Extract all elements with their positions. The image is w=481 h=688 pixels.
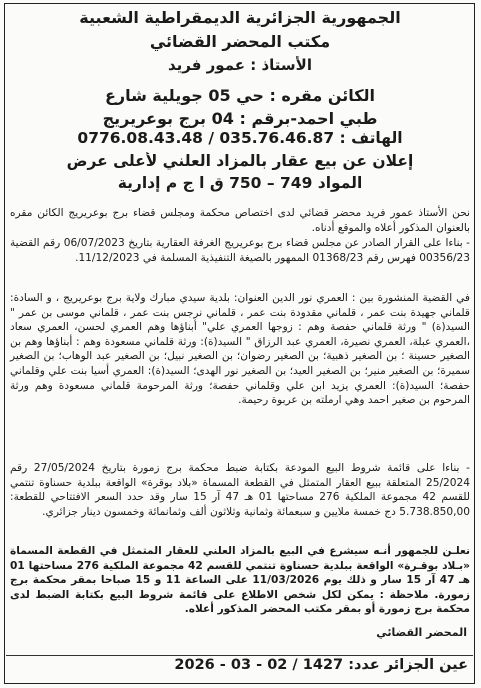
intro-paragraph: نحن الأستاذ عمور فريد محضر قضائي لدى اختصاص محكمة ومجلس قضاء برج بوعريريج الكائن مقره بالعنوان المذكور أعلاه والموقع أدناه. — [10, 207, 470, 234]
address-line-2: طبي احمد-برقم : 04 برج بوعريريج — [102, 109, 378, 128]
bailiff-name: الأستاذ : عمور فريد — [168, 56, 312, 74]
parties-paragraph: في القضية المنشورة بين : العمري نور الدين العنوان: بلدية سيدي مبارك ولاية برج بوعريريج ، و السادة: قلماني جهيدة بنت عمر ، قلماني مقدودة بنت عمر ، قلماني نرجس بنت عمر ، قلماني موسى بن عمر " السيد(ة) " ورثة قلماني حفصة وهم : زوجها العمري علي" أبناؤها وهم العمري لحسن، العمري سعاد ،العمري عبلة، العمري نصيرة، العمري عبد الرزاق " السيد(ة): ورثة قلماني مسعودة وهم : أبناؤها وهم بن الصغير حسينة ؛ بن الصغير ذهبية؛ بن الصغير رضوان؛ بن الصغير نبيل؛ بن الصغير عبد الوهاب؛ بن الصغير سميرة؛ بن الصغير منير؛ بن الصغير العيد؛ بن الصغير نور الهدى؛ السيد(ة): العمري أسيا بنت علي وقلماني حفصة؛ السيد(ة): العمري يزيد ابن علي وقلماني حفصة؛ ورثة المرحومة قلماني مسعودة وهم ورثة المرحوم بن صغير احمد وهي ارملته بن عربوة رحيمة. — [10, 292, 470, 407]
publication-footer: عين الجزائر عدد: 1427 / 02 - 03 - 2026 — [174, 657, 468, 673]
address-line-1: الكائن مقره : حي 05 جويلية شارع — [104, 86, 376, 105]
footer-divider — [6, 655, 473, 656]
phone-line: الهاتف : 035.76.46.87 / 0776.08.43.48 — [77, 129, 403, 147]
republic-heading: الجمهورية الجزائرية الديمقراطية الشعبية — [79, 8, 401, 27]
notice-title: إعلان عن بيع عقار بالمزاد العلني لأعلى عرض — [66, 152, 414, 170]
sale-conditions-paragraph: - بناءا على قائمة شروط البيع المودعة بكتابة ضبط محكمة برج زمورة بتاريخ 27/05/2024 رقم 25/2024 المتعلقة ببيع العقار المتمثل في القطعة المسماة «بلاد بوقرة» الواقعة ببلدية حسناوة تنتمي للقسم 42 مجموعة الملكية 276 مساحتها 01 هـ 47 آر 15 سار وقد حدد السعر الافتتاحي للقطعة: 5.738.850,00 دج خمسة ملايين و سبعمائة وثمانية وثلاثون ألف وثمانمائة وخمسون دينار جزائري. — [10, 462, 471, 518]
auction-announcement: نعلـن للجمهور أنـه سيشرع في البيع بالمزاد العلني للعقار المتمثل في القطعة المسماة «بـلاد بوقـرة» الواقعة ببلدية حسناوة تنتمي للقسم 42 مجموعة الملكية 276 مساحتها 01 هـ 47 آر 15 سار و ذلك يوم 11/03/2026 على الساعة 11 و 15 صباحا بمقر محكمة برج زمورة. ملاحظة : يمكن لكل شخص الاطلاع على قائمة شروط البيع بكتابة الضبط لدى محكمة برج زمورة أو بمقر مكتب المحضر المذكور أعلاه. — [10, 545, 471, 616]
legal-articles: المواد 749 – 750 ق ا ج م إدارية — [117, 174, 363, 192]
decision-paragraph: - بناءا على القرار الصادر عن مجلس قضاء برج بوعريريج الغرفة العقارية بتاريخ 06/07/2023 رقم القضية 00356/23 فهرس رقم 01368/23 الممهور بالصيغة التنفيذية المسلمة في 11/12/2023. — [10, 237, 470, 264]
office-heading: مكتب المحضر القضائي — [149, 32, 331, 51]
signature: المحضر القضائي — [376, 626, 467, 639]
